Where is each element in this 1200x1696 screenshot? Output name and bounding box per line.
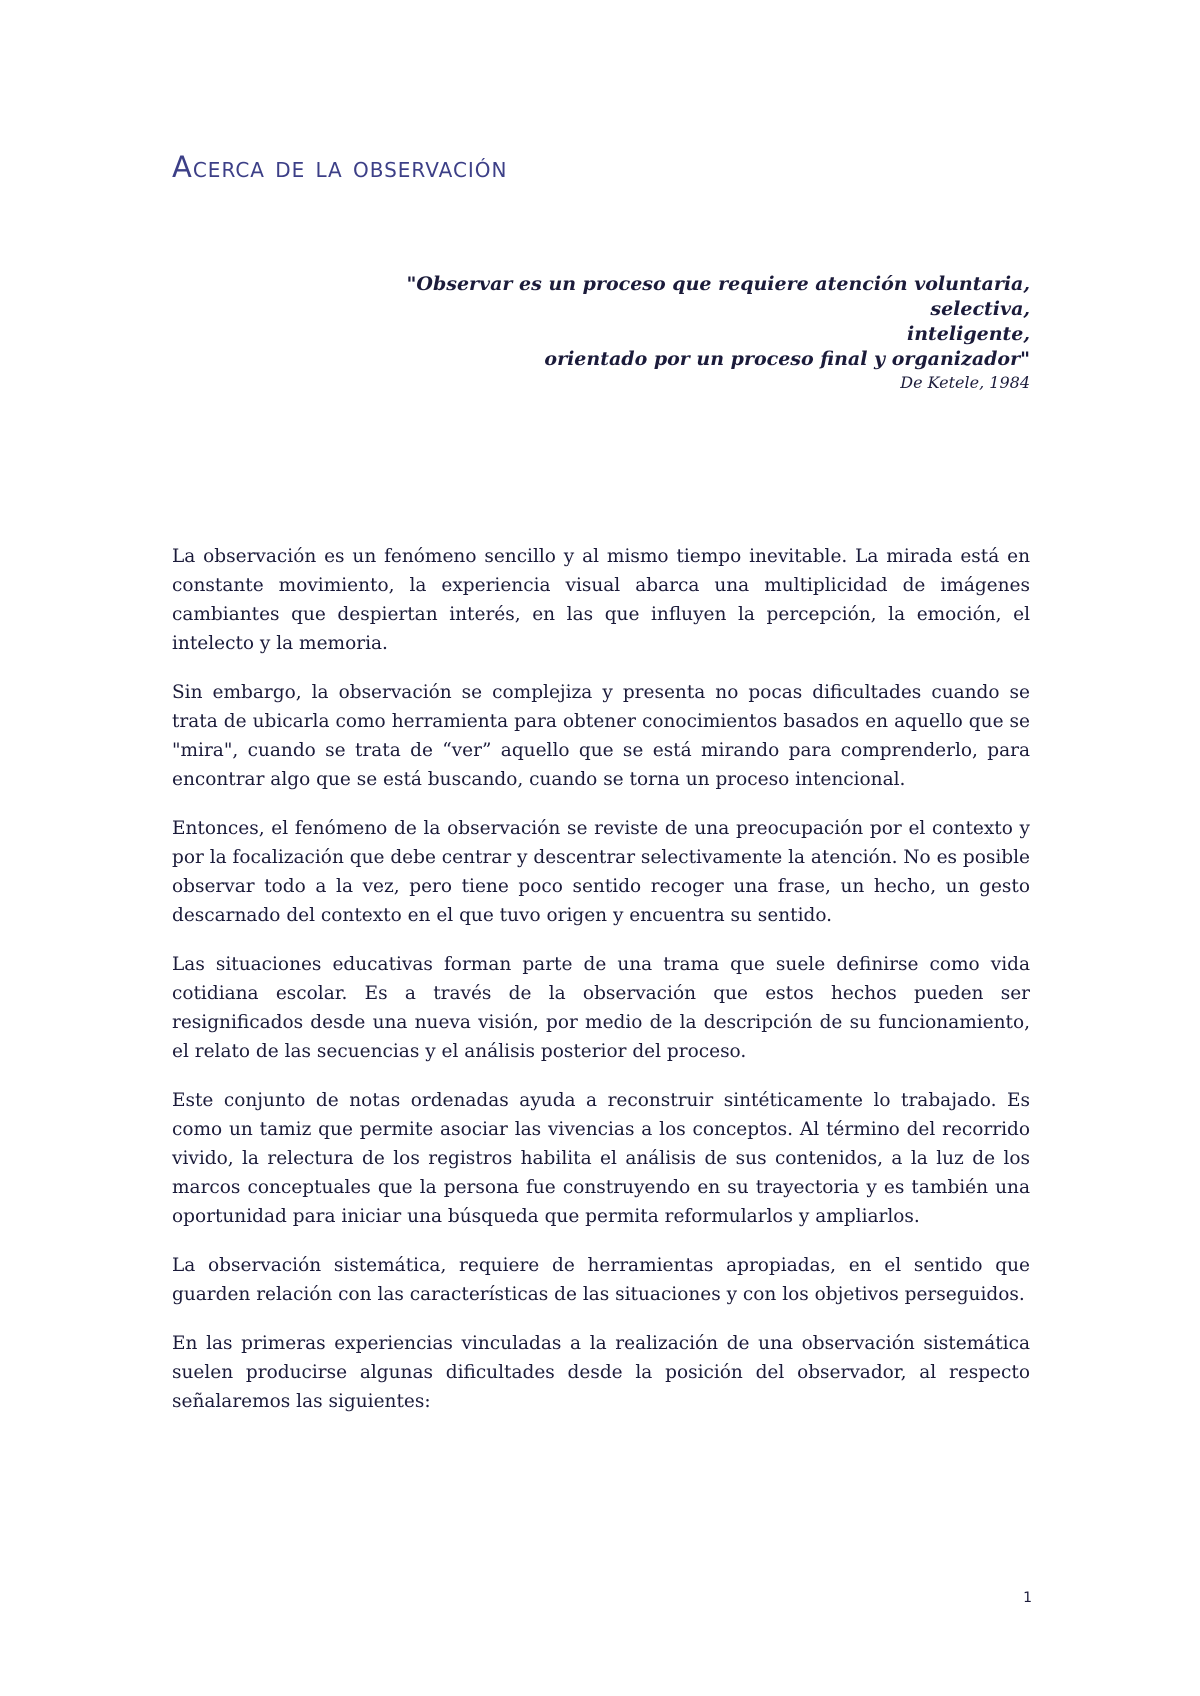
paragraph: Entonces, el fenómeno de la observación se reviste de una preocupación por el contexto y por la focalización que debe centrar y descentrar selectivamente la atención. No es posible observar todo a la vez, pero tiene poco sentido recoger una frase, un hecho, un gesto descarnado del contexto en el que tuvo origen y encuentra su sentido. xyxy=(172,818,1030,926)
paragraph: Las situaciones educativas forman parte de una trama que suele definirse como vida cotidiana escolar. Es a través de la observación que estos hechos pueden ser resignificados desde una nueva visión, por medio de la descripción de su funcionamiento, el relato de las secuencias y el análisis posterior del proceso. xyxy=(172,954,1030,1062)
epigraph-line: selectiva, xyxy=(930,298,1030,320)
paragraph: En las primeras experiencias vinculadas a la realización de una observación sistemática suelen producirse algunas dificultades desde la posición del observador, al respecto señalaremos las siguientes: xyxy=(172,1333,1030,1412)
paragraph: La observación sistemática, requiere de herramientas apropiadas, en el sentido que guarden relación con las características de las situaciones y con los objetivos perseguidos. xyxy=(172,1255,1030,1305)
paragraph: La observación es un fenómeno sencillo y al mismo tiempo inevitable. La mirada está en constante movimiento, la experiencia visual abarca una multiplicidad de imágenes cambiantes que despiertan interés, en las que influyen la percepción, la emoción, el intelecto y la memoria. xyxy=(172,546,1030,654)
epigraph-line: "Observar es un proceso que requiere atención voluntaria, xyxy=(406,273,1030,295)
epigraph-line: orientado por un proceso final y organizador" xyxy=(544,348,1030,370)
body-text xyxy=(172,542,1030,1436)
paragraph: Este conjunto de notas ordenadas ayuda a reconstruir sintéticamente lo trabajado. Es como un tamiz que permite asociar las vivencias a los conceptos. Al término del recorrido vivido, la relectura de los registros habilita el análisis de sus contenidos, a la luz de los marcos conceptuales que la persona fue construyendo en su trayectoria y es también una oportunidad para iniciar una búsqueda que permita reformularlos y ampliarlos. xyxy=(172,1090,1030,1227)
epigraph xyxy=(310,272,1030,394)
paragraph: Sin embargo, la observación se complejiza y presenta no pocas dificultades cuando se trata de ubicarla como herramienta para obtener conocimientos basados en aquello que se "mira", cuando se trata de “ver” aquello que se está mirando para comprenderlo, para encontrar algo que se está buscando, cuando se torna un proceso intencional. xyxy=(172,682,1030,790)
epigraph-author: De Ketele, 1984 xyxy=(900,373,1030,392)
page-title: Acerca de la observación xyxy=(172,150,508,184)
page-number: 1 xyxy=(1023,1590,1032,1606)
epigraph-line: inteligente, xyxy=(907,323,1030,345)
